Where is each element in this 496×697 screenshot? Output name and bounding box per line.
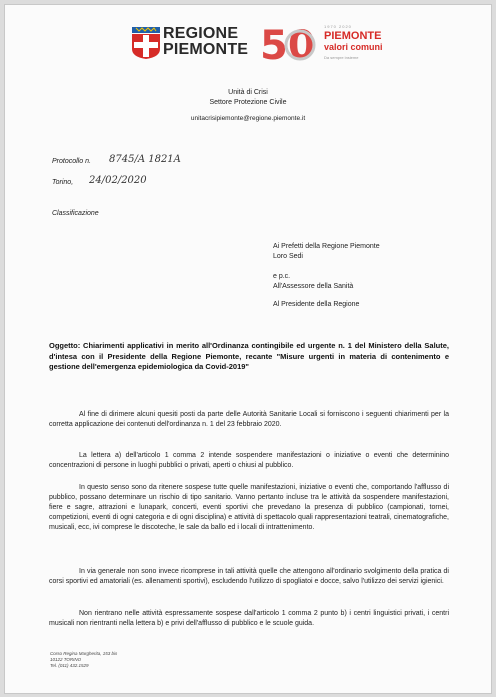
piemonte-crest-icon bbox=[132, 27, 160, 59]
anniversary-50-logo bbox=[260, 23, 320, 65]
recipient-president: Al Presidente della Regione bbox=[273, 301, 360, 308]
recipient-assessor: All'Assessore della Sanità bbox=[273, 283, 354, 290]
recipient-prefects: Ai Prefetti della Regione Piemonte bbox=[273, 243, 380, 250]
anniversary-tagline: Da sempre insieme bbox=[324, 55, 359, 60]
city-label: Torino, bbox=[52, 179, 74, 186]
paragraph-5: Non rientrano nelle attività espressamente sospese dall'articolo 1 comma 2 punto b) i centri linguistici privati, i centri musicali non rientranti nella lettera b) e privi dell'afflusso di pubblico e le scuole guida. bbox=[49, 610, 449, 627]
letterhead bbox=[5, 23, 491, 67]
regione-piemonte-logo bbox=[132, 23, 254, 63]
paragraph-4: In via generale non sono invece ricomprese in tali attività quelle che attengono all'ordinario svolgimento della pratica di corsi sportivi ed amatoriali (es. allenamenti sportivi), escludendo l'utilizzo di spogliatoi e docce, salvo l'utilizzo dei servizi igienici. bbox=[49, 568, 449, 585]
paragraph-1: Al fine di dirimere alcuni quesiti posti da parte delle Autorità Sanitarie Locali si forniscono i seguenti chiarimenti per la corretta applicazione dei contenuti dell'ordinanza n. 1 del 23 febbraio 2020. bbox=[49, 411, 449, 428]
anniversary-years: 1970 2020 bbox=[324, 24, 352, 29]
anniversary-title: PIEMONTE valori comuni bbox=[324, 30, 383, 52]
paragraph-2: La lettera a) dell'articolo 1 comma 2 intende sospendere manifestazioni o iniziative o eventi che determinino concentrazioni di persone in luoghi pubblici o privati, aperti o chiusi al pubblico. bbox=[49, 452, 449, 469]
protocol-number: 8745/A 1821A bbox=[109, 154, 181, 165]
footer-address: Corso Regina Margherita, 153 bis 10122 TORINO Tel. (011) 432.1529 bbox=[50, 651, 118, 668]
protocol-label: Protocollo n. bbox=[52, 158, 91, 165]
subject-heading: Oggetto: Chiarimenti applicativi in merito all'Ordinanza contingibile ed urgente n. 1 del Ministero della Salute, d'intesa con il Presidente della Regione Piemonte, recante "Misure urgenti in materia di contenimento e gestione dell'emergenza epidemiologica da Covid-2019" bbox=[49, 341, 449, 371]
office-sector: Settore Protezione Civile bbox=[209, 99, 287, 106]
office-unit: Unità di Crisi bbox=[228, 89, 268, 96]
office-email[interactable]: unitacrisipiemonte@regione.piemonte.it bbox=[190, 115, 306, 122]
classification-label: Classificazione bbox=[52, 210, 99, 217]
region-wordmark: REGIONE PIEMONTE bbox=[163, 25, 249, 58]
recipients-block bbox=[273, 242, 380, 310]
protocol-date: 24/02/2020 bbox=[89, 175, 147, 186]
anniversary-number: 50 bbox=[260, 23, 316, 65]
cc-label: e p.c. bbox=[273, 273, 291, 280]
letter-page bbox=[4, 4, 492, 694]
paragraph-3: In questo senso sono da ritenere sospese tutte quelle manifestazioni, iniziative o eventi che, comportando l'afflusso di pubblico, possano determinare un rischio di tipo sanitario. Vanno pertanto incluse tra le attività da sospendere manifestazioni, fiere e sagre, attrazioni e lunapark, concerti, eventi sportivi che prevedano la presenza di pubblico (campionati, tornei, competizioni, eventi di ogni categoria e di ogni disciplina) e attività di spettacolo quali rappresentazioni teatrali, cinematografiche, musicali, ecc, ivi comprese le discoteche, le sale da ballo ed i locali di intrattenimento. bbox=[49, 484, 449, 531]
recipient-seats: Loro Sedi bbox=[273, 253, 303, 260]
